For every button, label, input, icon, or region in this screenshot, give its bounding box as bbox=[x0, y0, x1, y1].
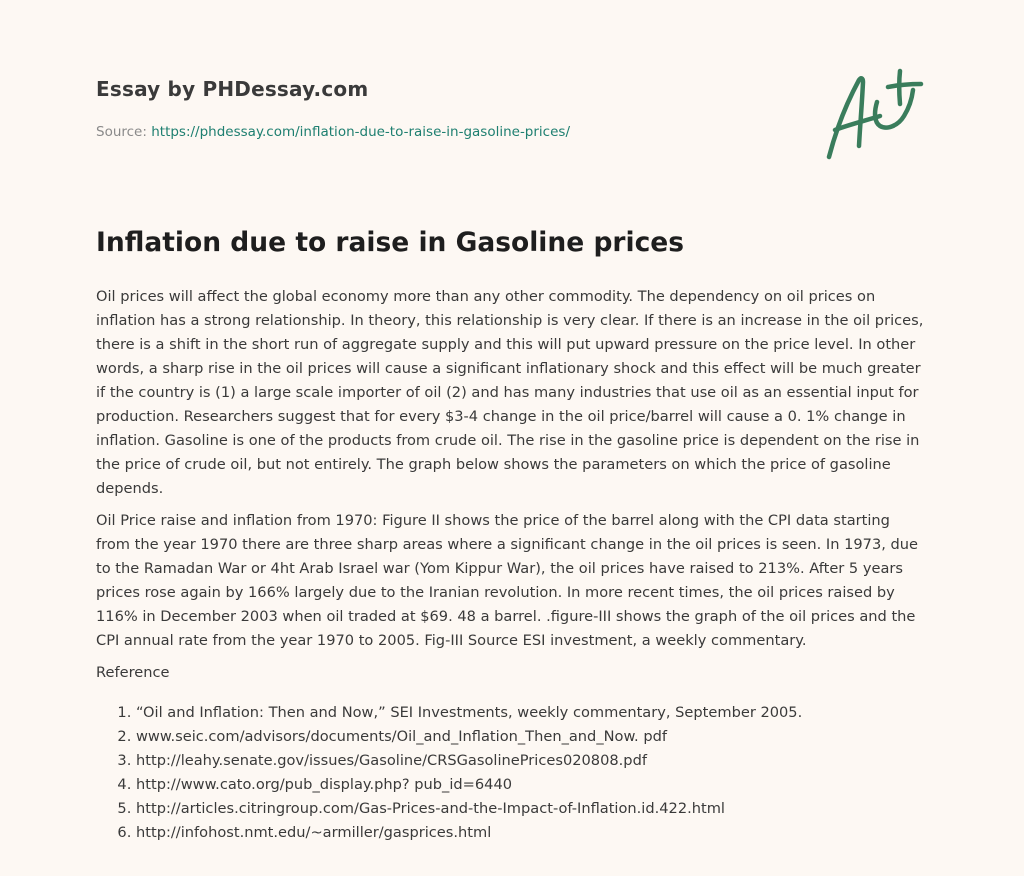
source-link[interactable]: https://phdessay.com/inflation-due-to-raise-in-gasoline-prices/ bbox=[151, 124, 570, 140]
a-plus-logo-icon bbox=[822, 68, 928, 164]
reference-item: 4. http://www.cato.org/pub_display.php? pub_id=6440 bbox=[136, 773, 926, 797]
reference-item: 5. http://articles.citringroup.com/Gas-Prices-and-the-Impact-of-Inflation.id.422.html bbox=[136, 797, 926, 821]
reference-heading: Reference bbox=[96, 664, 170, 681]
essay-paragraph: Oil Price raise and inflation from 1970: Figure II shows the price of the barrel along with the CPI data starting from the year 1970 there are three sharp areas where a significant change in the oil prices is seen. In 1973, due to the Ramadan War or 4ht Arab Israel war (Yom Kippur War), the oil prices have raised to 213%. After 5 years prices rose again by 166% largely due to the Iranian revolution. In more recent times, the oil prices raised by 116% in December 2003 when oil traded at $69. 48 a barrel. .figure-III shows the graph of the oil prices and the CPI annual rate from the year 1970 to 2005. Fig-III Source ESI investment, a weekly commentary. bbox=[96, 512, 919, 649]
reference-item: 3. http://leahy.senate.gov/issues/Gasoline/CRSGasolinePrices020808.pdf bbox=[136, 749, 926, 773]
reference-item: 1. “Oil and Inflation: Then and Now,” SEI Investments, weekly commentary, September 2005. bbox=[136, 701, 926, 725]
reference-item: 2. www.seic.com/advisors/documents/Oil_and_Inflation_Then_and_Now. pdf bbox=[136, 725, 926, 749]
essay-title: Inflation due to raise in Gasoline prices bbox=[96, 227, 685, 258]
site-title: Essay by PHDessay.com bbox=[96, 77, 369, 101]
source-label: Source: bbox=[96, 124, 147, 140]
reference-item: 6. http://infohost.nmt.edu/~armiller/gasprices.html bbox=[136, 821, 926, 845]
source-line bbox=[96, 124, 570, 140]
essay-paragraph: Oil prices will affect the global economy more than any other commodity. The dependency on oil prices on inflation has a strong relationship. In theory, this relationship is very clear. If there is an increase in the oil prices, there is a shift in the short run of aggregate supply and this will put upward pressure on the price level. In other words, a sharp rise in the oil prices will cause a significant inflationary shock and this effect will be much greater if the country is (1) a large scale importer of oil (2) and has many industries that use oil as an essential input for production. Researchers suggest that for every $3-4 change in the oil price/barrel will cause a 0. 1% change in inflation. Gasoline is one of the products from crude oil. The rise in the gasoline price is dependent on the rise in the price of crude oil, but not entirely. The graph below shows the parameters on which the price of gasoline depends. bbox=[96, 288, 924, 497]
reference-list bbox=[96, 701, 926, 845]
essay-body bbox=[96, 285, 926, 845]
